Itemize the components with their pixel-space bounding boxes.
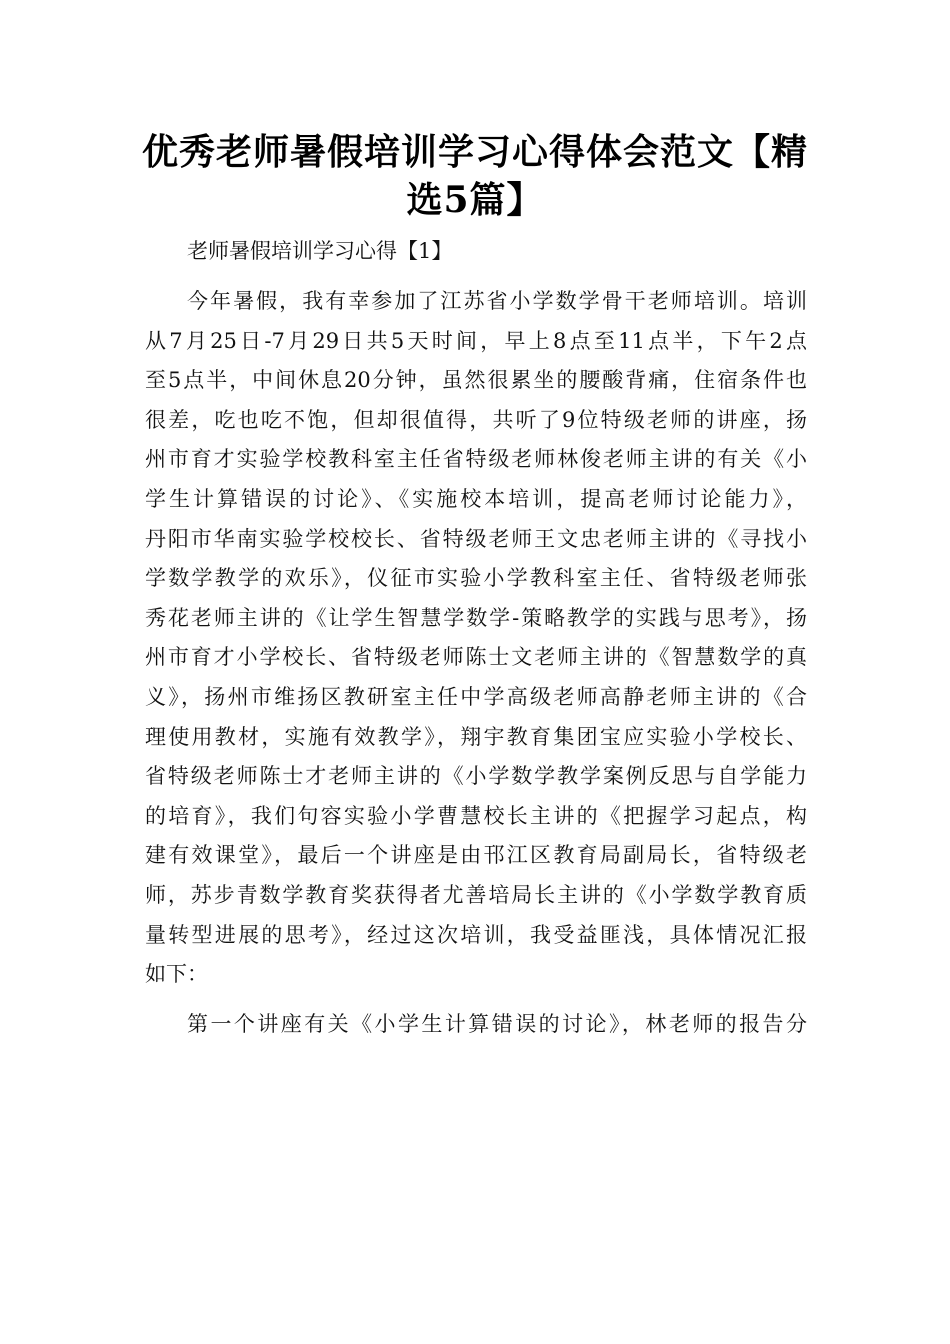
paragraph-line: 至5点半，中间休息20分钟，虽然很累坐的腰酸背痛，住宿条件也	[145, 368, 807, 393]
paragraph-line: 师，苏步青数学教育奖获得者尤善培局长主讲的《小学数学教育质	[145, 883, 807, 907]
document-body	[145, 232, 807, 1055]
paragraph-line: 秀花老师主讲的《让学生智慧学数学-策略教学的实践与思考》，扬	[145, 605, 807, 630]
paragraph-line: 今年暑假，我有幸参加了江苏省小学数学骨干老师培训。培训	[187, 289, 807, 314]
subheading-text: 老师暑假培训学习心得【1】	[187, 239, 453, 263]
paragraph-line: 很差，吃也吃不饱，但却很值得，共听了9位特级老师的讲座，扬	[145, 407, 807, 432]
title-line-1: 优秀老师暑假培训学习心得体会范文【精	[141, 131, 808, 173]
title-line-2: 选5篇】	[406, 179, 544, 221]
paragraph-1	[145, 282, 807, 995]
paragraph-line: 学生计算错误的讨论》、《实施校本培训，提高老师讨论能力》，	[145, 487, 807, 512]
paragraph-line: 学数学教学的欢乐》，仪征市实验小学教科室主任、省特级老师张	[145, 566, 807, 591]
document-title	[140, 128, 810, 224]
paragraph-line: 州市育才实验学校教科室主任省特级老师林俊老师主讲的有关《小	[145, 447, 807, 472]
subheading	[145, 232, 807, 272]
paragraph-line: 如下：	[145, 962, 208, 987]
paragraph-line: 建有效课堂》，最后一个讲座是由邗江区教育局副局长，省特级老	[145, 843, 807, 868]
paragraph-line: 从7月25日-7月29日共5天时间，早上8点至11点半，下午2点	[145, 328, 807, 353]
paragraph-line: 理使用教材，实施有效教学》，翔宇教育集团宝应实验小学校长、	[145, 724, 807, 749]
paragraph-line: 省特级老师陈士才老师主讲的《小学数学教学案例反思与自学能力	[145, 764, 807, 789]
paragraph-line: 义》，扬州市维扬区教研室主任中学高级老师高静老师主讲的《合	[145, 685, 807, 710]
paragraph-line: 丹阳市华南实验学校校长、省特级老师王文忠老师主讲的《寻找小	[145, 526, 807, 551]
paragraph-line: 州市育才小学校长、省特级老师陈士文老师主讲的《智慧数学的真	[145, 645, 807, 670]
paragraph-line: 的培育》，我们句容实验小学曹慧校长主讲的《把握学习起点，构	[145, 803, 807, 828]
paragraph-2	[145, 1005, 807, 1045]
paragraph-line: 量转型进展的思考》，经过这次培训，我受益匪浅，具体情况汇报	[145, 922, 807, 947]
paragraph-line: 第一个讲座有关《小学生计算错误的讨论》，林老师的报告分	[187, 1012, 807, 1037]
